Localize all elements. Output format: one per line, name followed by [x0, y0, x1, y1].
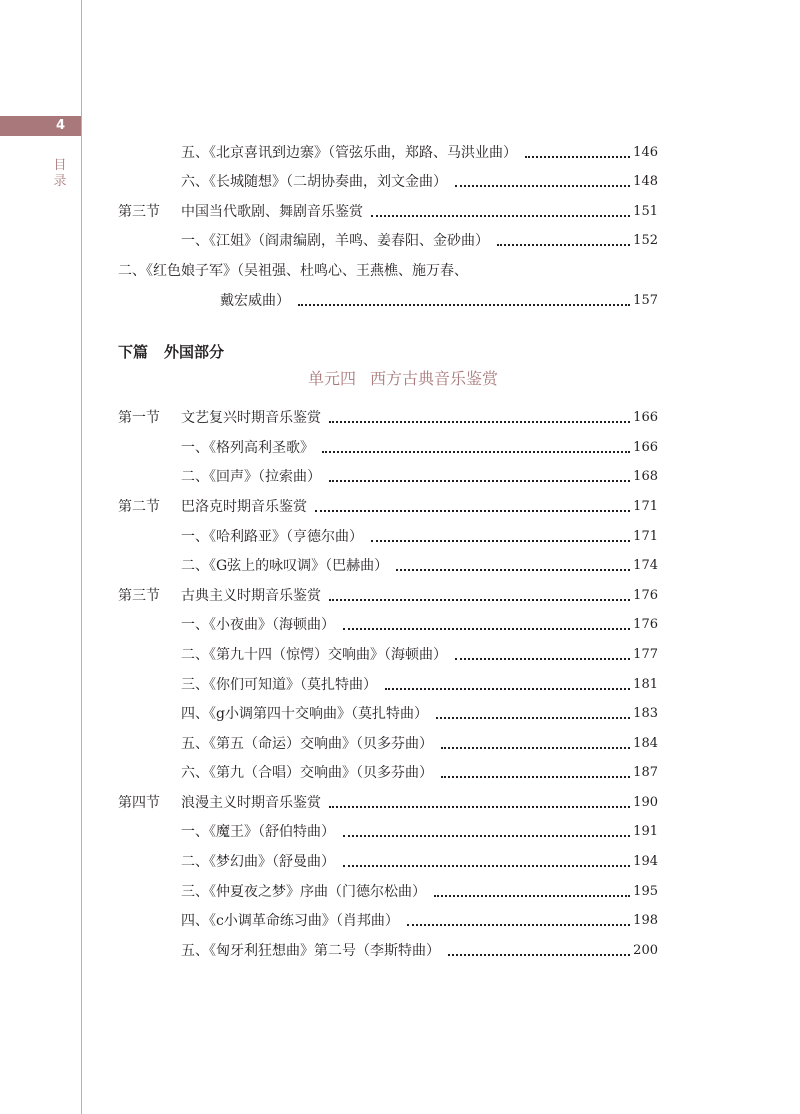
toc-entry[interactable]	[118, 280, 658, 310]
page-number: 4	[55, 118, 65, 133]
toc-entry[interactable]	[118, 753, 658, 783]
entry-title: 二、《第九十四（惊愕）交响曲》（海顿曲）	[181, 646, 447, 663]
entry-page-number: 194	[633, 854, 658, 870]
toc-entry[interactable]	[118, 516, 658, 546]
part-label: 下篇	[118, 342, 149, 361]
toc-entry[interactable]	[118, 427, 658, 457]
part-heading	[118, 310, 658, 362]
entry-title: 巴洛克时期音乐鉴赏	[181, 498, 307, 515]
part-title: 外国部分	[164, 342, 225, 361]
entry-title: 五、《匈牙利狂想曲》第二号（李斯特曲）	[181, 942, 440, 959]
entry-page-number: 166	[633, 410, 658, 426]
dot-leader	[525, 156, 630, 158]
toc-entry[interactable]	[118, 901, 658, 931]
dot-leader	[441, 776, 630, 778]
entry-page-number: 181	[633, 676, 658, 692]
toc-entry[interactable]	[118, 723, 658, 753]
dot-leader	[371, 215, 630, 217]
unit-label: 单元四	[307, 369, 356, 389]
dot-leader	[385, 688, 630, 690]
dot-leader	[455, 185, 630, 187]
section-number: 第四节	[118, 794, 160, 811]
dot-leader	[343, 835, 630, 837]
entry-page-number: 168	[633, 469, 658, 485]
toc-group-chinese	[118, 132, 658, 310]
toc-group-foreign	[118, 398, 658, 960]
toc-entry[interactable]	[118, 132, 658, 162]
entry-page-number: 176	[633, 617, 658, 633]
entry-title: 六、《第九（合唱）交响曲》（贝多芬曲）	[181, 765, 433, 782]
entry-page-number: 200	[633, 942, 658, 958]
dot-leader	[329, 806, 630, 808]
toc-section-entry[interactable]	[118, 398, 658, 428]
entry-page-number: 191	[633, 824, 658, 840]
side-label-char: 录	[53, 174, 67, 189]
table-of-contents	[118, 132, 658, 960]
dot-leader	[343, 628, 630, 630]
toc-entry[interactable]	[118, 871, 658, 901]
entry-page-number: 190	[633, 794, 658, 810]
margin-rule	[81, 0, 82, 1114]
section-number: 第三节	[118, 203, 160, 220]
dot-leader	[371, 540, 630, 542]
dot-leader	[329, 599, 630, 601]
entry-page-number: 157	[633, 292, 658, 308]
dot-leader	[448, 954, 630, 956]
entry-title: 三、《仲夏夜之梦》序曲（门德尔松曲）	[181, 883, 426, 900]
entry-title: 文艺复兴时期音乐鉴赏	[181, 410, 321, 427]
dot-leader	[396, 569, 630, 571]
toc-entry[interactable]	[118, 457, 658, 487]
entry-title: 二、《回声》（拉索曲）	[181, 469, 321, 486]
entry-title: 二、《G弦上的咏叹调》（巴赫曲）	[181, 558, 389, 575]
entry-title: 浪漫主义时期音乐鉴赏	[181, 794, 321, 811]
entry-page-number: 171	[633, 498, 658, 514]
dot-leader	[298, 304, 630, 306]
entry-page-number: 198	[633, 913, 658, 929]
toc-section-entry[interactable]	[118, 191, 658, 221]
section-number: 第一节	[118, 410, 160, 427]
entry-title: 一、《小夜曲》（海顿曲）	[181, 617, 335, 634]
page-number-tab	[0, 116, 81, 136]
entry-title: 一、《江姐》（阎肃编剧，羊鸣、姜春阳、金砂曲）	[181, 233, 489, 250]
toc-section-entry[interactable]	[118, 575, 658, 605]
entry-page-number: 174	[633, 558, 658, 574]
dot-leader	[322, 451, 630, 453]
toc-section-entry[interactable]	[118, 486, 658, 516]
entry-title: 二、《红色娘子军》（吴祖强、杜鸣心、王燕樵、施万春、	[118, 262, 468, 279]
toc-entry[interactable]	[118, 546, 658, 576]
side-label-char: 目	[53, 158, 67, 173]
entry-page-number: 166	[633, 439, 658, 455]
toc-entry[interactable]	[118, 162, 658, 192]
dot-leader	[329, 480, 630, 482]
section-number: 第三节	[118, 587, 160, 604]
unit-title: 西方古典音乐鉴赏	[370, 369, 499, 389]
toc-entry[interactable]	[118, 841, 658, 871]
dot-leader	[315, 510, 630, 512]
toc-entry[interactable]	[118, 812, 658, 842]
toc-entry[interactable]	[118, 221, 658, 251]
toc-entry[interactable]	[118, 634, 658, 664]
entry-title: 戴宏威曲）	[220, 292, 290, 309]
entry-page-number: 152	[633, 233, 658, 249]
entry-page-number: 187	[633, 765, 658, 781]
side-section-label	[53, 158, 67, 190]
entry-page-number: 177	[633, 646, 658, 662]
entry-page-number: 183	[633, 706, 658, 722]
entry-title: 古典主义时期音乐鉴赏	[181, 587, 321, 604]
dot-leader	[343, 865, 630, 867]
dot-leader	[434, 895, 630, 897]
entry-title: 四、《c小调革命练习曲》（肖邦曲）	[181, 913, 399, 930]
toc-entry[interactable]	[118, 930, 658, 960]
unit-heading	[118, 362, 658, 394]
dot-leader	[329, 421, 630, 423]
entry-title: 一、《哈利路亚》（亨德尔曲）	[181, 528, 363, 545]
entry-title: 五、《第五（命运）交响曲》（贝多芬曲）	[181, 735, 433, 752]
dot-leader	[455, 658, 630, 660]
entry-page-number: 148	[633, 174, 658, 190]
entry-title: 五、《北京喜讯到边寨》（管弦乐曲，郑路、马洪业曲）	[181, 144, 517, 161]
dot-leader	[441, 747, 630, 749]
entry-title: 三、《你们可知道》（莫扎特曲）	[181, 676, 377, 693]
toc-entry[interactable]	[118, 250, 658, 280]
entry-page-number: 146	[633, 144, 658, 160]
entry-title: 二、《梦幻曲》（舒曼曲）	[181, 854, 335, 871]
dot-leader	[497, 244, 630, 246]
entry-title: 四、《g小调第四十交响曲》（莫扎特曲）	[181, 706, 428, 723]
entry-page-number: 184	[633, 735, 658, 751]
entry-page-number: 171	[633, 528, 658, 544]
entry-page-number: 151	[633, 203, 658, 219]
entry-title: 一、《魔王》（舒伯特曲）	[181, 824, 335, 841]
toc-section-entry[interactable]	[118, 782, 658, 812]
dot-leader	[436, 717, 630, 719]
entry-title: 一、《格列高利圣歌》	[181, 439, 314, 456]
entry-title: 中国当代歌剧、舞剧音乐鉴赏	[181, 203, 363, 220]
toc-entry[interactable]	[118, 605, 658, 635]
section-number: 第二节	[118, 498, 160, 515]
entry-title: 六、《长城随想》（二胡协奏曲，刘文金曲）	[181, 174, 447, 191]
toc-entry[interactable]	[118, 694, 658, 724]
entry-page-number: 176	[633, 587, 658, 603]
entry-page-number: 195	[633, 883, 658, 899]
dot-leader	[407, 924, 630, 926]
toc-entry[interactable]	[118, 664, 658, 694]
